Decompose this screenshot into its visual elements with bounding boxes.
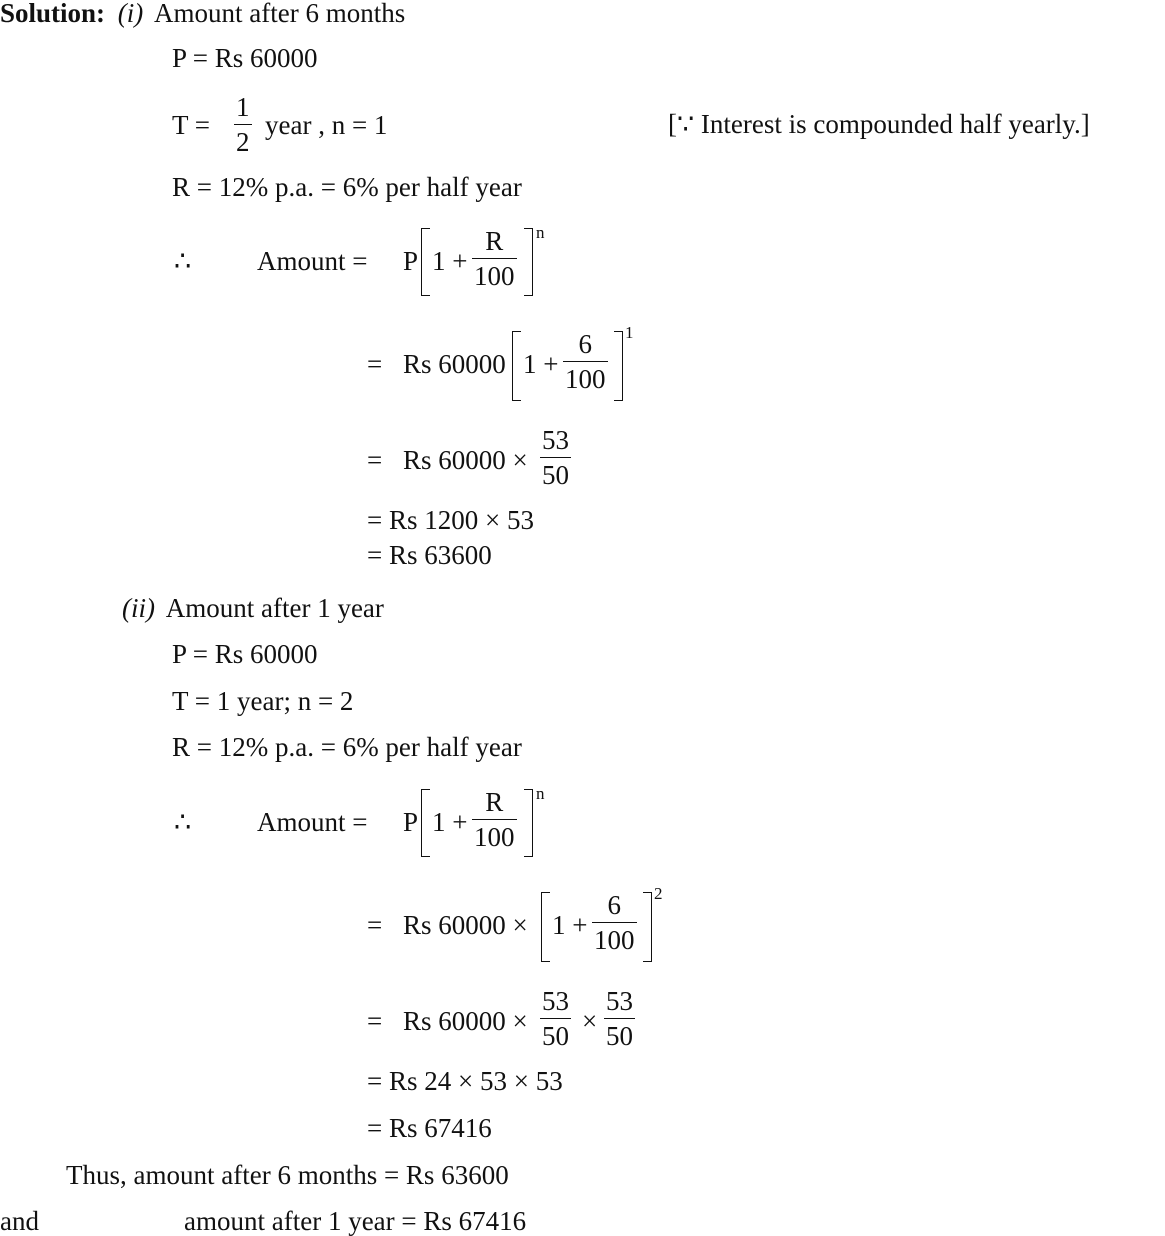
fraction-bar [540, 1018, 571, 1019]
p2-step1-one: 1 + [552, 910, 588, 940]
p1-step1-eq: = [367, 349, 383, 379]
p2-step1-exp: 2 [654, 884, 663, 903]
solution-header [0, 0, 405, 27]
p2-therefore: ∴ [174, 807, 192, 837]
p1-amount-label: Amount = [257, 246, 368, 276]
p1-step1-fraction [563, 331, 608, 393]
right-bracket [643, 892, 652, 962]
p2-step2-num2: 53 [606, 986, 633, 1016]
left-bracket [421, 228, 430, 296]
p2-formula-p: P [403, 807, 419, 837]
p2-step1-pre: Rs 60000 × [403, 910, 528, 940]
p2-step2-den2: 50 [606, 1021, 633, 1051]
p1-step1-one: 1 + [523, 349, 559, 379]
p1-t-num: 1 [236, 92, 250, 122]
p2-step1-fraction [592, 892, 637, 954]
p2-step2-eq: = [367, 1006, 383, 1036]
p2-step2-den1: 50 [542, 1021, 569, 1051]
p2-step2-num1: 53 [542, 986, 569, 1016]
p2-step2-pre: Rs 60000 × [403, 1006, 528, 1036]
p1-t-prefix: T = [172, 110, 210, 140]
fraction-bar [540, 457, 571, 458]
conclusion-line-1: Thus, amount after 6 months = Rs 63600 [66, 1160, 509, 1190]
p1-therefore: ∴ [174, 246, 192, 276]
p1-step2-eq: = [367, 445, 383, 475]
p1-note: [∵ Interest is compounded half yearly.] [668, 109, 1090, 139]
p2-step3: = Rs 24 × 53 × 53 [367, 1066, 563, 1096]
fraction-bar [592, 922, 637, 923]
part1-title: Amount after 6 months [154, 0, 406, 28]
part2-title: Amount after 1 year [165, 593, 384, 623]
conclusion-and: and [0, 1206, 39, 1236]
p1-formula-exp: n [536, 223, 545, 242]
right-bracket [524, 789, 533, 857]
right-bracket [524, 228, 533, 296]
right-bracket [614, 331, 623, 401]
p1-t-den: 2 [236, 127, 250, 157]
p2-step1-eq: = [367, 910, 383, 940]
p1-step3: = Rs 1200 × 53 [367, 505, 534, 535]
p1-formula-den: 100 [474, 261, 515, 291]
p1-step1-den: 100 [565, 364, 606, 394]
p2-formula-den: 100 [474, 822, 515, 852]
p1-t-suffix: year , n = 1 [265, 110, 388, 140]
part2-label: (ii) [122, 593, 155, 623]
p1-step4: = Rs 63600 [367, 540, 492, 570]
part1-label: (i) [117, 0, 144, 28]
p2-step2-times: × [582, 1006, 598, 1036]
p2-formula-fraction [472, 789, 517, 851]
p1-step1-pre: Rs 60000 [403, 349, 506, 379]
p2-p-line: P = Rs 60000 [172, 639, 318, 669]
p2-step2-fraction-1 [540, 988, 571, 1050]
solution-label: Solution: [0, 0, 106, 28]
fraction-bar [472, 819, 517, 820]
p1-step2-den: 50 [542, 460, 569, 490]
p2-step4: = Rs 67416 [367, 1113, 492, 1143]
fraction-bar [563, 361, 608, 362]
p2-amount-label: Amount = [257, 807, 368, 837]
p1-t-fraction [234, 94, 252, 156]
p1-step2-pre: Rs 60000 × [403, 445, 528, 475]
p1-formula-num: R [485, 226, 504, 256]
p1-step2-fraction [540, 427, 571, 489]
p2-formula-num: R [485, 787, 504, 817]
left-bracket [541, 892, 550, 962]
p1-r-line: R = 12% p.a. = 6% per half year [172, 172, 522, 202]
p1-step1-exp: 1 [625, 323, 634, 342]
p1-step2-num: 53 [542, 425, 569, 455]
p2-t-line: T = 1 year; n = 2 [172, 686, 354, 716]
p2-step2-fraction-2 [604, 988, 635, 1050]
p2-step1-num: 6 [607, 890, 621, 920]
p1-p-line: P = Rs 60000 [172, 43, 318, 73]
fraction-bar [472, 258, 517, 259]
p2-formula-exp: n [536, 784, 545, 803]
p2-step1-den: 100 [594, 925, 635, 955]
p1-formula-one: 1 + [432, 246, 468, 276]
fraction-bar [234, 124, 252, 125]
left-bracket [512, 331, 521, 401]
part2-header [122, 595, 384, 622]
left-bracket [421, 789, 430, 857]
fraction-bar [604, 1018, 635, 1019]
p2-r-line: R = 12% p.a. = 6% per half year [172, 732, 522, 762]
p1-formula-p: P [403, 246, 419, 276]
p2-formula-one: 1 + [432, 807, 468, 837]
conclusion-line-2: amount after 1 year = Rs 67416 [184, 1206, 527, 1236]
p1-step1-num: 6 [578, 329, 592, 359]
p1-formula-fraction [472, 228, 517, 290]
